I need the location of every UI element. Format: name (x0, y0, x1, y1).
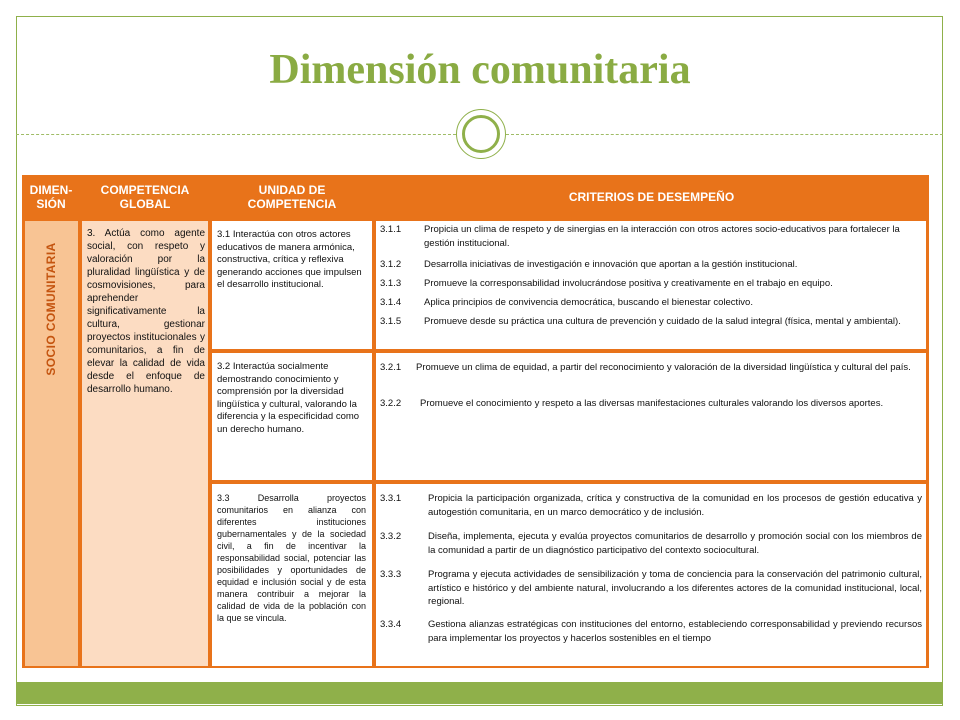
criterion-text: Propicia un clima de respeto y de sinergias en la interacción con otros actores socio-educativos para fortalecer la gestión institucional. (424, 224, 900, 249)
criterion-row (380, 296, 922, 311)
header-competence-unit: UNIDAD DE COMPETENCIA (247, 183, 337, 211)
criterion-number: 3.2.1 (380, 362, 402, 373)
criterion-text: Promueve un clima de equidad, a partir del reconocimiento y valoración de la diversidad lingüística y cultural del país. (416, 362, 911, 373)
header-performance-criteria: CRITERIOS DE DESEMPEÑO (568, 190, 735, 204)
criterion-text: Aplica principios de convivencia democrática, buscando el bienestar colectivo. (424, 297, 753, 308)
criterion-text: Programa y ejecuta actividades de sensibilización y toma de conciencia para la conservación del patrimonio cultural, artístico e histórico y del ambiente natural, involucrando a los diferentes actores de la comunidad institucional, local, regional. (428, 569, 922, 607)
dimension-label: SOCIO COMUNITARIA (43, 242, 58, 376)
criterion-number: 3.3.4 (380, 619, 402, 630)
criterion-text: Promueve el conocimiento y respeto a las diversas manifestaciones culturales valorando los diversos aportes. (420, 398, 884, 409)
title-divider-right (506, 134, 943, 135)
unit-3-3-cell (212, 484, 372, 666)
slide-title: Dimensión comunitaria (269, 47, 691, 93)
criterion-number: 3.3.2 (380, 531, 402, 542)
criterion-row (380, 258, 922, 273)
criterion-row (380, 277, 922, 292)
criterion-row (380, 618, 922, 648)
criterion-number: 3.3.1 (380, 493, 402, 504)
criterion-number: 3.1.2 (380, 259, 402, 270)
ornament-circle-inner (462, 115, 500, 153)
criterion-number: 3.1.1 (380, 224, 402, 235)
criterion-row (380, 492, 922, 522)
criterion-number: 3.3.3 (380, 569, 402, 580)
criterion-row (380, 530, 922, 560)
criterion-row (380, 315, 922, 345)
criterion-text: Promueve desde su práctica una cultura de prevención y cuidado de la salud integral (física, mental y ambiental). (424, 316, 901, 327)
criterion-text: Promueve la corresponsabilidad involucrándose positiva y creativamente en el trabajo en equipo. (424, 278, 833, 289)
criteria-3-3-cell (376, 484, 926, 666)
dimension-cell (25, 221, 78, 666)
criterion-row (380, 223, 922, 253)
header-dimension: DIMEN- SIÓN (29, 183, 73, 211)
criterion-text: Gestiona alianzas estratégicas con instituciones del entorno, estableciendo corresponsabilidad y previendo recursos para implementar los proyectos y hacerlos sostenibles en el tiempo (428, 619, 922, 644)
criterion-text: Desarrolla iniciativas de investigación e innovación que aportan a la gestión institucional. (424, 259, 798, 270)
criterion-number: 3.2.2 (380, 398, 402, 409)
criterion-text: Diseña, implementa, ejecuta y evalúa proyectos comunitarios de desarrollo y promoción social con los miembros de la comunidad a partir de un diagnóstico participativo del contexto sociocultural. (428, 531, 922, 556)
global-competence-text: 3. Actúa como agente social, con respeto y valoración por la pluralidad lingüística y de cosmovisiones, para aprehender significativamente la cultura, gestionar proyectos institucionales y comunitarios, a fin de elevar la calidad de vida desde el enfoque de desarrollo humano. (87, 228, 205, 395)
criterion-row (380, 397, 922, 427)
unit-3-1-text: 3.1 Interactúa con otros actores educativos de manera armónica, constructiva, crítica y reflexiva generando acciones que impulsen el desarrollo institucional. (217, 229, 362, 290)
footer-bar (16, 682, 943, 704)
title-divider-left (16, 134, 456, 135)
header-global-competence: COMPETENCIA GLOBAL (100, 183, 190, 211)
criterion-text: Propicia la participación organizada, crítica y constructiva de la comunidad en los procesos de gestión educativa y autogestión comunitaria, en un marco democrático y de inclusión. (428, 493, 922, 518)
unit-3-3-text: 3.3 Desarrolla proyectos comunitarios en alianza con diferentes instituciones gubernamentales y de la sociedad civil, a fin de incentivar la responsabilidad social, potenciar las posibilidades y oportunidades de equidad e inclusión social y de esta manera contribuir a mejorar la calidad de vida de la población con la que se vincula. (217, 493, 366, 623)
criteria-3-1-cell (376, 221, 926, 349)
criterion-number: 3.1.3 (380, 278, 402, 289)
unit-3-2-text: 3.2 Interactúa socialmente demostrando conocimiento y comprensión por la diversidad lingüística y cultural, valorando la diferencia y la especificidad como un derecho humano. (217, 361, 360, 435)
criterion-number: 3.1.4 (380, 297, 402, 308)
unit-3-1-cell (212, 221, 372, 349)
criterion-row (380, 568, 922, 612)
criteria-3-2-cell (376, 353, 926, 480)
criterion-row (380, 361, 922, 391)
global-competence-cell (82, 221, 208, 666)
competency-table (22, 175, 929, 668)
unit-3-2-cell (212, 353, 372, 480)
criterion-number: 3.1.5 (380, 316, 402, 327)
